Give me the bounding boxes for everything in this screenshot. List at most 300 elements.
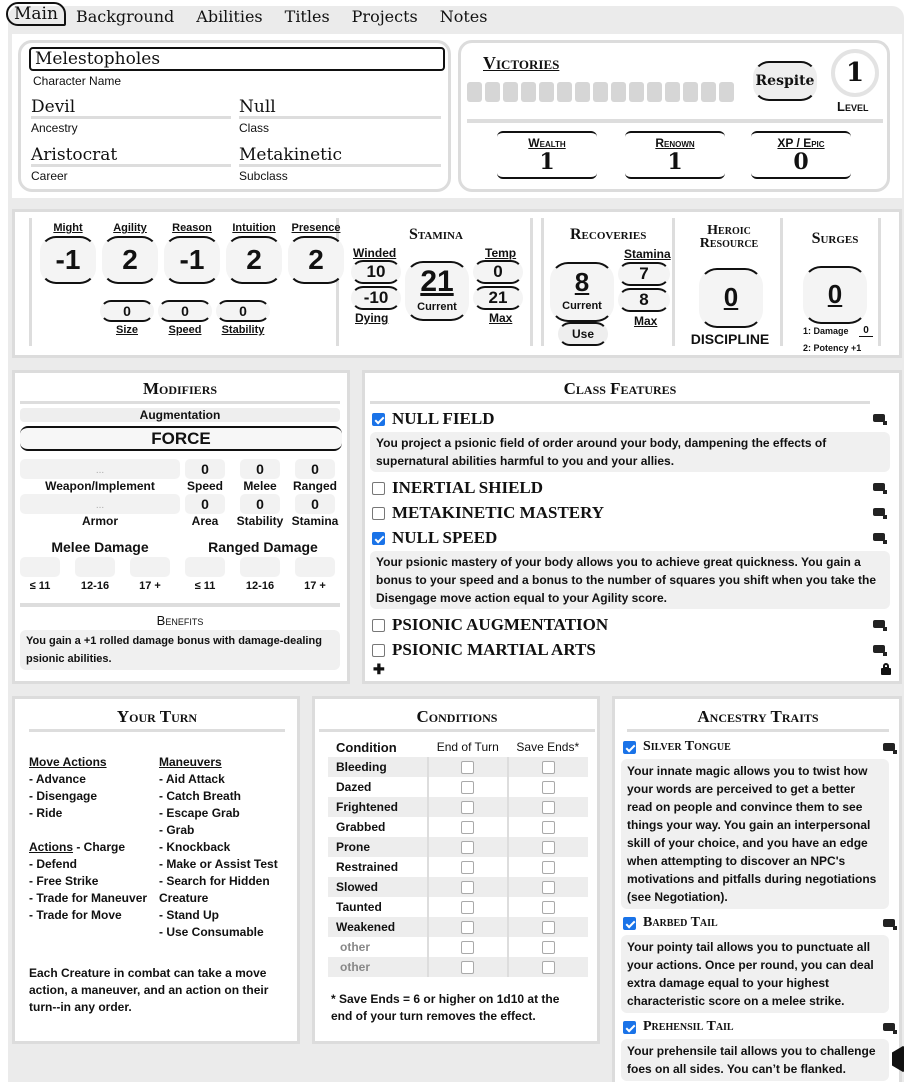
turn-option: - Advance — [29, 772, 86, 786]
dying-label: Dying — [355, 311, 389, 325]
secondary-size — [100, 300, 154, 336]
condition-name: Weakened — [328, 917, 428, 937]
end-of-turn-checkbox[interactable] — [461, 901, 474, 914]
damage-tier-label: 17 + — [139, 580, 161, 592]
turn-option: - Trade for Maneuver — [29, 891, 148, 905]
end-of-turn-cell — [428, 877, 508, 897]
condition-name: Grabbed — [336, 820, 386, 834]
recoveries-current-box — [550, 262, 614, 322]
victory-box[interactable] — [521, 82, 536, 102]
condition-row — [328, 777, 588, 797]
feature-checkbox[interactable] — [372, 644, 385, 657]
condition-name: Restrained — [336, 860, 399, 874]
armor-label: Armor — [81, 514, 118, 528]
characteristic-reason — [164, 222, 220, 284]
characteristic-agility — [102, 222, 158, 284]
characteristic-value[interactable]: 2 — [288, 236, 344, 284]
surges-value[interactable]: 0 — [827, 279, 843, 309]
wealth-label: Wealth — [528, 136, 566, 150]
modifier-label: Ranged — [292, 479, 337, 493]
trait-checkbox[interactable] — [623, 741, 636, 754]
modifier-area — [185, 494, 225, 528]
save-ends-checkbox[interactable] — [542, 761, 555, 774]
tab-bar — [8, 2, 509, 30]
feature-checkbox[interactable] — [372, 482, 385, 495]
end-of-turn-cell — [428, 857, 508, 877]
recoveries-current-label: Current — [562, 300, 602, 312]
level-label: Level — [837, 99, 869, 114]
condition-row — [328, 837, 588, 857]
damage-tier-input[interactable] — [75, 557, 115, 577]
conditions-note: * Save Ends = 6 or higher on 1d10 at the end of your turn removes the effect. — [331, 992, 560, 1023]
class-features-title: Class Features — [370, 379, 870, 404]
end-of-turn-cell — [428, 837, 508, 857]
end-of-turn-cell — [428, 757, 508, 777]
condition-name[interactable]: other — [328, 957, 428, 977]
victory-box[interactable] — [683, 82, 698, 102]
save-ends-cell — [508, 937, 588, 957]
tab-background[interactable]: Background — [75, 6, 175, 26]
end-of-turn-checkbox[interactable] — [461, 781, 474, 794]
victories-label: Victories — [483, 53, 560, 73]
feature-name: PSIONIC MARTIAL ARTS — [392, 640, 596, 659]
conditions-panel — [312, 696, 600, 1044]
move-actions-label: Move Actions — [29, 755, 107, 769]
secondary-value[interactable]: 0 — [100, 300, 154, 322]
benefits-text[interactable]: You gain a +1 rolled damage bonus with damage-dealing psionic abilities. — [20, 630, 340, 670]
victory-box[interactable] — [665, 82, 680, 102]
stats-panel — [12, 209, 902, 358]
identity-card — [18, 40, 451, 192]
save-ends-cell — [508, 917, 588, 937]
renown-value[interactable]: 1 — [667, 149, 683, 175]
comment-icon[interactable] — [873, 645, 887, 656]
trait-name: Barbed Tail — [643, 915, 718, 930]
end-of-turn-checkbox[interactable] — [461, 921, 474, 934]
conditions-table — [328, 737, 588, 977]
end-of-turn-header: End of Turn — [436, 740, 499, 754]
trait-description[interactable]: Your innate magic allows you to twist how your words are perceived to get a better read on people and convince them to see things your way. You gain an interpersonal skill of your choice, and you have an edge when attempting to discover an NPC's motivations and pitfalls during negotiations (see Negotiation). — [621, 759, 889, 909]
add-feature-icon[interactable]: ✚ — [373, 661, 385, 677]
ancestry-trait-item — [621, 913, 893, 935]
tab-notes[interactable]: Notes — [439, 6, 488, 26]
recovery-stamina-value[interactable]: 7 — [618, 262, 670, 286]
save-ends-cell — [508, 957, 588, 977]
end-of-turn-checkbox[interactable] — [461, 841, 474, 854]
end-of-turn-cell — [428, 777, 508, 797]
damage-tier-input[interactable] — [295, 557, 335, 577]
modifier-value[interactable]: 0 — [295, 459, 335, 479]
save-ends-checkbox[interactable] — [542, 841, 555, 854]
save-ends-checkbox[interactable] — [542, 781, 555, 794]
xp-label: XP / Epic — [777, 136, 825, 150]
condition-name: Prone — [328, 837, 428, 857]
subclass-input[interactable]: Metakinetic — [239, 143, 441, 167]
turn-option: - Trade for Move — [29, 908, 122, 922]
end-of-turn-checkbox[interactable] — [461, 821, 474, 834]
victory-box[interactable] — [719, 82, 734, 102]
save-ends-checkbox[interactable] — [542, 901, 555, 914]
save-ends-cell — [508, 837, 588, 857]
comment-icon[interactable] — [883, 919, 897, 930]
divider — [467, 119, 883, 123]
victory-box[interactable] — [629, 82, 644, 102]
temp-value[interactable]: 0 — [473, 260, 523, 284]
save-ends-cell — [508, 797, 588, 817]
victory-box[interactable] — [539, 82, 554, 102]
class-feature-item — [370, 526, 890, 551]
stamina-title: Stamina — [409, 226, 463, 243]
augmentation-select[interactable]: FORCE — [20, 426, 342, 451]
surges-box — [803, 266, 867, 324]
end-of-turn-checkbox[interactable] — [461, 801, 474, 814]
end-of-turn-cell — [428, 797, 508, 817]
victory-box[interactable] — [467, 82, 482, 102]
conditions-title: Conditions — [319, 707, 595, 732]
ancestry-input[interactable]: Devil — [31, 95, 231, 119]
heroic-resource-value[interactable]: 0 — [723, 282, 739, 312]
save-ends-checkbox[interactable] — [542, 881, 555, 894]
turn-option: - Defend — [29, 857, 77, 871]
save-ends-cell — [508, 757, 588, 777]
modifier-value[interactable]: 0 — [185, 494, 225, 514]
damage-tier-input[interactable] — [185, 557, 225, 577]
feature-name: METAKINETIC MASTERY — [392, 503, 605, 522]
winded-label: Winded — [353, 246, 397, 260]
respite-button[interactable]: Respite — [753, 61, 817, 101]
save-ends-checkbox[interactable] — [542, 961, 555, 974]
action-charge: - Charge — [73, 840, 126, 854]
victory-box[interactable] — [557, 82, 572, 102]
trait-name: Prehensil Tail — [643, 1019, 734, 1034]
subclass-label: Subclass — [239, 169, 288, 183]
class-feature-item — [370, 501, 890, 526]
turn-option: - Stand Up — [159, 908, 219, 922]
comment-icon[interactable] — [873, 620, 887, 631]
save-ends-checkbox[interactable] — [542, 921, 555, 934]
characteristic-value[interactable]: -1 — [40, 236, 96, 284]
recovery-stamina-label: Stamina — [624, 247, 671, 261]
damage-tier-label: 12-16 — [245, 580, 275, 592]
feature-name: INERTIAL SHIELD — [392, 478, 544, 497]
class-feature-item — [370, 613, 890, 638]
feature-checkbox[interactable] — [372, 619, 385, 632]
end-of-turn-cell — [428, 957, 508, 977]
career-field — [31, 143, 231, 183]
damage-tier — [20, 557, 60, 592]
characteristic-presence — [288, 222, 344, 284]
feature-checkbox[interactable] — [372, 507, 385, 520]
comment-icon[interactable] — [883, 1023, 897, 1034]
condition-name: Slowed — [328, 877, 428, 897]
actions-label: Actions — [29, 840, 74, 854]
damage-tier-label: 17 + — [304, 580, 326, 592]
ancestry-trait-item — [621, 1017, 893, 1039]
subclass-field — [239, 143, 441, 183]
damage-tier-input[interactable] — [130, 557, 170, 577]
turn-option: - Catch Breath — [159, 789, 242, 803]
secondary-label: Size — [115, 324, 138, 336]
condition-header: Condition — [336, 739, 397, 755]
save-ends-cell — [508, 857, 588, 877]
weapon-label: Weapon/Implement — [45, 479, 155, 493]
modifier-ranged — [292, 459, 337, 493]
characteristic-label: Agility — [113, 222, 147, 234]
condition-row — [328, 817, 588, 837]
damage-tier-input[interactable] — [240, 557, 280, 577]
secondary-label: Speed — [168, 324, 202, 336]
secondary-label: Stability — [221, 324, 265, 336]
victory-box[interactable] — [575, 82, 590, 102]
surge-potency-label: 2: Potency +1 — [803, 343, 862, 353]
modifiers-title: Modifiers — [20, 379, 340, 404]
end-of-turn-cell — [428, 897, 508, 917]
damage-tier-label: 12-16 — [80, 580, 110, 592]
winded-value[interactable]: 10 — [351, 260, 401, 284]
victories-track — [467, 82, 734, 102]
characteristics-section — [29, 218, 339, 346]
modifier-label: Stamina — [291, 514, 339, 528]
victory-box[interactable] — [503, 82, 518, 102]
renown-box — [625, 131, 725, 179]
save-ends-checkbox[interactable] — [542, 941, 555, 954]
feature-name: NULL FIELD — [392, 409, 495, 428]
save-ends-checkbox[interactable] — [542, 861, 555, 874]
victory-box[interactable] — [611, 82, 626, 102]
your-turn-note: Each Creature in combat can take a move action, a maneuver, and an action on their turn--in any order. — [29, 966, 269, 1014]
secondary-stability — [216, 300, 270, 336]
modifier-stability — [236, 494, 284, 528]
save-ends-cell — [508, 777, 588, 797]
weapon-input[interactable]: ... — [20, 459, 180, 479]
turn-option: - Free Strike — [29, 874, 99, 888]
modifier-label: Stability — [236, 514, 284, 528]
condition-row — [328, 757, 588, 777]
max-stamina-value[interactable]: 21 — [473, 286, 523, 310]
victory-box[interactable] — [647, 82, 662, 102]
tab-projects[interactable]: Projects — [351, 6, 418, 26]
use-recovery-button[interactable]: Use — [558, 322, 608, 346]
heroic-resource-name: DISCIPLINE — [690, 331, 770, 347]
condition-row — [328, 917, 588, 937]
comment-icon[interactable] — [873, 508, 887, 519]
stamina-current-value[interactable]: 21 — [420, 265, 454, 298]
end-of-turn-checkbox[interactable] — [461, 881, 474, 894]
damage-tier-input[interactable] — [20, 557, 60, 577]
recoveries-max-label: Max — [634, 314, 658, 328]
class-feature-item — [370, 476, 890, 501]
end-of-turn-cell — [428, 917, 508, 937]
modifier-value[interactable]: 0 — [240, 494, 280, 514]
renown-label: Renown — [655, 136, 695, 150]
feature-name: PSIONIC AUGMENTATION — [392, 615, 609, 634]
maneuvers-label: Maneuvers — [159, 755, 222, 769]
feature-checkbox[interactable] — [372, 413, 385, 426]
augmentation-label: Augmentation — [20, 408, 340, 422]
comment-icon[interactable] — [873, 483, 887, 494]
save-ends-cell — [508, 817, 588, 837]
turn-option: - Search for Hidden Creature — [159, 874, 270, 905]
your-turn-panel — [12, 696, 300, 1044]
characteristic-label: Intuition — [232, 222, 276, 234]
modifier-label: Area — [191, 514, 219, 528]
xp-value[interactable]: 0 — [793, 149, 809, 175]
end-of-turn-checkbox[interactable] — [461, 961, 474, 974]
heroic-resource-box — [699, 268, 763, 328]
stamina-current-label: Current — [417, 301, 457, 313]
wealth-value[interactable]: 1 — [539, 149, 555, 175]
characteristic-label: Reason — [172, 222, 212, 234]
damage-tier — [240, 557, 280, 592]
damage-tier — [75, 557, 115, 592]
characteristic-label: Might — [53, 222, 83, 234]
turn-option: - Make or Assist Test — [159, 857, 278, 871]
feature-checkbox[interactable] — [372, 532, 385, 545]
condition-name: Bleeding — [328, 757, 428, 777]
benefits-title: Benefits — [156, 613, 204, 628]
modifier-speed — [185, 459, 225, 493]
modifier-value[interactable]: 0 — [240, 459, 280, 479]
trait-checkbox[interactable] — [623, 1021, 636, 1034]
turn-option: - Escape Grab — [159, 806, 240, 820]
header-panel — [12, 34, 902, 198]
surges-section — [789, 218, 881, 353]
characteristic-value[interactable]: 2 — [226, 236, 282, 284]
modifier-label: Melee — [243, 479, 277, 493]
turn-option: - Disengage — [29, 789, 98, 803]
comment-icon[interactable] — [873, 533, 887, 544]
condition-row — [328, 937, 588, 957]
modifiers-panel — [12, 370, 350, 684]
modifier-value[interactable]: 0 — [185, 459, 225, 479]
victory-box[interactable] — [485, 82, 500, 102]
condition-row — [328, 797, 588, 817]
secondary-value[interactable]: 0 — [158, 300, 212, 322]
damage-tier-label: ≤ 11 — [29, 580, 51, 592]
damage-tier — [295, 557, 335, 592]
turn-option: - Grab — [159, 823, 195, 837]
recoveries-current-value[interactable]: 8 — [574, 267, 590, 297]
heroic-title-1: Heroic — [707, 223, 751, 238]
save-ends-cell — [508, 897, 588, 917]
condition-name[interactable]: other — [340, 940, 370, 954]
level-value[interactable]: 1 — [845, 58, 865, 88]
turn-option: - Use Consumable — [159, 925, 264, 939]
your-turn-title: Your Turn — [29, 707, 285, 732]
modifier-value[interactable]: 0 — [295, 494, 335, 514]
class-input[interactable]: Null — [239, 95, 441, 119]
end-of-turn-checkbox[interactable] — [461, 861, 474, 874]
surges-title: Surges — [811, 230, 859, 247]
recoveries-section — [541, 218, 675, 346]
trait-name: Silver Tongue — [643, 739, 731, 754]
end-of-turn-checkbox[interactable] — [461, 941, 474, 954]
end-of-turn-cell — [428, 937, 508, 957]
damage-tier-label: ≤ 11 — [194, 580, 216, 592]
trait-description[interactable]: Your prehensile tail allows you to challenge foes on all sides. You can’t be flanked. — [621, 1039, 889, 1081]
surge-damage-value[interactable]: 0 — [859, 325, 873, 337]
heroic-resource-section — [683, 218, 783, 346]
recoveries-max-value[interactable]: 8 — [618, 288, 670, 312]
melee-damage-label: Melee Damage — [51, 539, 149, 555]
secondary-value[interactable]: 0 — [216, 300, 270, 322]
max-stamina-label: Max — [489, 311, 513, 325]
feature-name: NULL SPEED — [392, 528, 498, 547]
end-of-turn-checkbox[interactable] — [461, 761, 474, 774]
condition-name: Taunted — [336, 900, 382, 914]
class-feature-item — [370, 407, 890, 432]
turn-option: - Ride — [29, 806, 63, 820]
character-name-input[interactable]: Melestopholes — [29, 47, 445, 71]
ancestry-label: Ancestry — [31, 121, 78, 135]
character-name-label: Character Name — [33, 74, 122, 88]
trait-description[interactable]: Your pointy tail allows you to punctuate all your actions. Once per round, you can deal extra damage equal to your highest characteristic score on a melee strike. — [621, 935, 889, 1013]
ancestry-traits-title: Ancestry Traits — [627, 707, 889, 732]
save-ends-header: Save Ends* — [516, 740, 580, 754]
modifier-label: Speed — [186, 479, 223, 493]
armor-input[interactable]: ... — [20, 494, 180, 514]
tab-main[interactable]: Main — [6, 2, 66, 26]
characteristic-label: Presence — [291, 222, 341, 234]
condition-name: Dazed — [336, 780, 372, 794]
class-field — [239, 95, 441, 135]
ranged-damage-label: Ranged Damage — [208, 539, 318, 555]
tab-abilities[interactable]: Abilities — [196, 6, 263, 26]
feature-description[interactable]: You project a psionic field of order around your body, dampening the effects of supernatural abilities harmful to you and your allies. — [370, 432, 890, 472]
ancestry-field — [31, 95, 231, 135]
characteristic-value[interactable]: -1 — [164, 236, 220, 284]
turn-option: - Aid Attack — [159, 772, 225, 786]
characteristic-intuition — [226, 222, 282, 284]
characteristic-value[interactable]: 2 — [102, 236, 158, 284]
victory-box[interactable] — [701, 82, 716, 102]
save-ends-cell — [508, 877, 588, 897]
lock-icon[interactable] — [881, 663, 891, 673]
wealth-box — [497, 131, 597, 179]
stamina-current-box — [405, 261, 469, 321]
career-input[interactable]: Aristocrat — [31, 143, 231, 167]
class-label: Class — [239, 121, 270, 135]
heroic-title-2: Resource — [699, 236, 759, 251]
damage-tier — [185, 557, 225, 592]
comment-icon[interactable] — [873, 414, 887, 425]
level-circle — [831, 49, 879, 97]
characteristic-might — [40, 222, 96, 284]
victory-box[interactable] — [593, 82, 608, 102]
modifier-stamina — [291, 494, 339, 528]
secondary-speed — [158, 300, 212, 336]
save-ends-checkbox[interactable] — [542, 801, 555, 814]
maneuvers-column — [159, 754, 289, 941]
divider — [20, 603, 340, 607]
dying-value[interactable]: -10 — [351, 286, 401, 310]
class-feature-item — [370, 638, 890, 663]
trait-checkbox[interactable] — [623, 917, 636, 930]
actions-header — [29, 839, 147, 856]
temp-label: Temp — [485, 246, 517, 260]
condition-row — [328, 957, 588, 977]
ancestry-traits-panel — [612, 696, 902, 1082]
end-of-turn-cell — [428, 817, 508, 837]
comment-icon[interactable] — [883, 743, 897, 754]
xp-box — [751, 131, 851, 179]
tab-titles[interactable]: Titles — [284, 6, 330, 26]
feature-description[interactable]: Your psionic mastery of your body allows you to achieve great quickness. You gain a bonus to your speed and a bonus to the number of squares you shift when you take the Disengage move action equal to your Agility score. — [370, 551, 890, 609]
stamina-section — [345, 218, 533, 346]
surge-damage-label: 1: Damage — [803, 326, 849, 336]
save-ends-checkbox[interactable] — [542, 821, 555, 834]
condition-row — [328, 897, 588, 917]
